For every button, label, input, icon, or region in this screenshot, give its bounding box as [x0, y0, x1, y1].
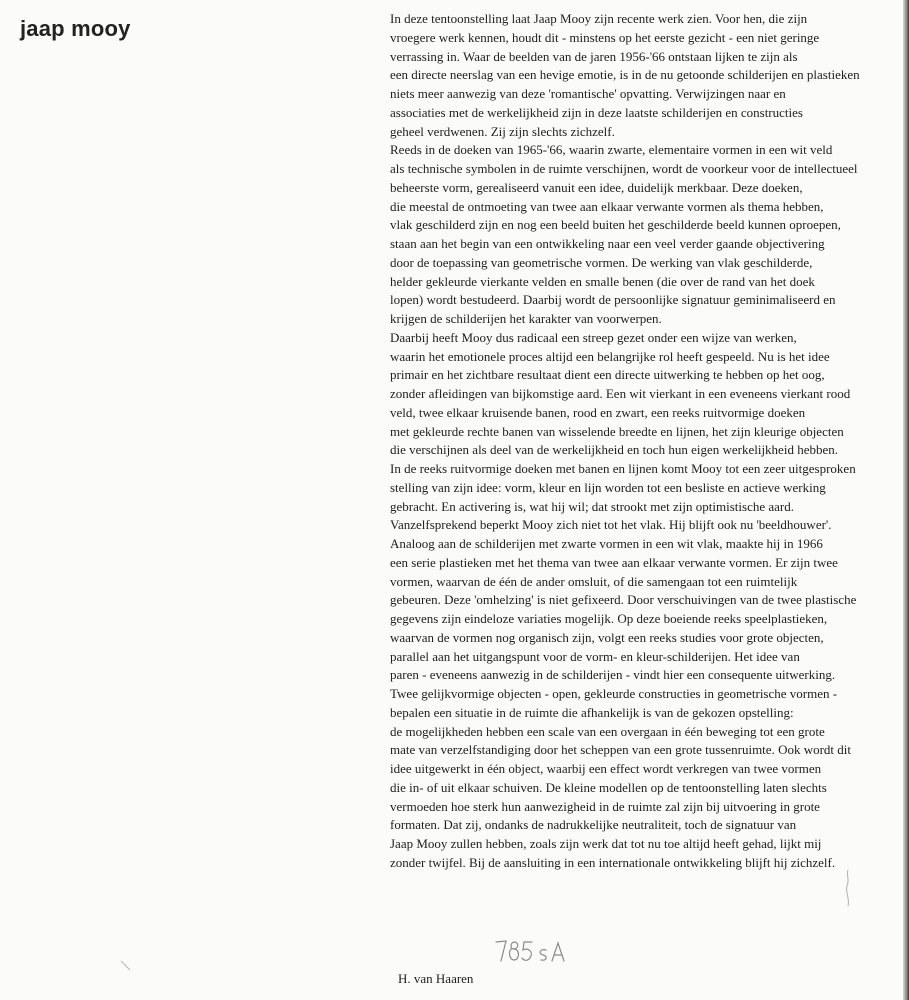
- text-line: lopen) wordt bestudeerd. Daarbij wordt de persoonlijke signatuur geminimaliseerd en: [390, 292, 836, 308]
- text-line: zonder twijfel. Bij de aansluiting in een internationale ontwikkeling blijft hij zichzelf.: [390, 854, 836, 870]
- text-line: Jaap Mooy zullen hebben, zoals zijn werk dat tot nu toe altijd heeft gehad, lijkt mij: [390, 836, 822, 851]
- text-line: veld, twee elkaar kruisende banen, rood en zwart, een reeks ruitvormige doeken: [390, 404, 806, 420]
- article-body: [390, 10, 890, 873]
- text-line: staan aan het begin van een ontwikkeling naar een veel verder gaande objectivering: [390, 236, 825, 251]
- text-line: als technische symbolen in de ruimte verschijnen, wordt de voorkeur voor de intellectueel: [390, 161, 858, 176]
- pencil-tick-mark: [118, 958, 134, 974]
- text-line: met gekleurde rechte banen van wisselende breedte en lijnen, het zijn kleurige objecten: [390, 423, 844, 439]
- text-line: gebracht. En activering is, wat hij wil; dat strookt met zijn optimistische aard.: [390, 498, 794, 514]
- text-line: geheel verdwenen. Zij zijn slechts zichzelf.: [390, 123, 615, 139]
- text-line: In deze tentoonstelling laat Jaap Mooy zijn recente werk zien. Voor hen, die zijn: [390, 11, 808, 26]
- text-line: die meestal de ontmoeting van twee aan elkaar verwante vormen als thema hebben,: [390, 198, 824, 214]
- text-line: een directe neerslag van een hevige emotie, is in de nu getoonde schilderijen en plastieken: [390, 67, 860, 83]
- pencil-mark: [838, 868, 860, 908]
- text-line: bepalen een situatie in de ruimte die afhankelijk is van de gekozen opstelling:: [390, 704, 794, 720]
- text-line: formaten. Dat zij, ondanks de nadrukkelijke neutraliteit, toch de signatuur van: [390, 817, 797, 833]
- text-line: vormen, waarvan de één de ander omsluit, of die samengaan tot een ruimtelijk: [390, 573, 798, 589]
- document-title: jaap mooy: [20, 16, 131, 41]
- text-line: gebeuren. Deze 'omhelzing' is niet gefixeerd. Door verschuivingen van de twee plastische: [390, 592, 857, 608]
- text-line: waarin het emotionele proces altijd een belangrijke rol heeft gespeeld. Nu is het idee: [390, 348, 830, 364]
- text-line: krijgen de schilderijen het karakter van voorwerpen.: [390, 311, 662, 326]
- text-line: de mogelijkheden hebben een scale van een overgaan in één beweging tot een grote: [390, 723, 825, 739]
- text-line: primair en het zichtbare resultaat dient een directe uitwerking te hebben op het oog,: [390, 367, 825, 383]
- text-line: vlak geschilderd zijn en nog een beeld buiten het geschilderde beeld kunnen oproepen,: [390, 217, 841, 233]
- text-line: vroegere werk kennen, houdt dit - minstens op het eerste gezicht - een niet geringe: [390, 29, 820, 45]
- text-line: die verschijnen als deel van de werkelijkheid en toch hun eigen werkelijkheid hebben.: [390, 442, 838, 458]
- text-line: stelling van zijn idee: vorm, kleur en lijn worden tot een besliste en actieve werking: [390, 479, 826, 495]
- text-line: parallel aan het uitgangspunt voor de vorm- en kleur-schilderijen. Het idee van: [390, 648, 800, 664]
- text-line: paren - eveneens aanwezig in de schilderijen - vindt hier een consequente uitwerking.: [390, 667, 836, 683]
- text-line: die in- of uit elkaar schuiven. De kleine modellen op de tentoonstelling laten slechts: [390, 779, 827, 795]
- text-line: Twee gelijkvormige objecten - open, gekleurde constructies in geometrische vormen -: [390, 686, 838, 701]
- author-signature: H. van Haaren: [398, 971, 474, 986]
- text-line: gegevens zijn eindeloze variaties mogelijk. Op deze boeiende reeks speelplastieken,: [390, 611, 828, 626]
- text-line: Daarbij heeft Mooy dus radicaal een streep gezet onder een wijze van werken,: [390, 329, 797, 345]
- text-line: beheerste vorm, gerealiseerd vanuit een idee, duidelijk merkbaar. Deze doeken,: [390, 179, 803, 195]
- text-line: In de reeks ruitvormige doeken met banen en lijnen komt Mooy tot een zeer uitgesproken: [390, 461, 856, 476]
- text-line: vermoeden hoe sterk hun aanwezigheid in de ruimte zal zijn bij uitvoering in grote: [390, 798, 820, 814]
- text-line: helder gekleurde vierkante velden en smalle benen (die over de rand van het doek: [390, 273, 815, 289]
- text-line: Vanzelfsprekend beperkt Mooy zich niet tot het vlak. Hij blijft ook nu 'beeldhouwer'.: [390, 517, 832, 533]
- page-edge-shadow: [903, 0, 909, 1000]
- text-line: zonder afleidingen van bijkomstige aard. Een wit vierkant in een eveneens vierkant rood: [390, 386, 851, 401]
- text-line: niets meer aanwezig van deze 'romantische' opvatting. Verwijzingen naar en: [390, 86, 786, 101]
- text-line: mate van verzelfstandiging door het scheppen van een grote tussenruimte. Ook wordt dit: [390, 742, 852, 758]
- text-line: door de toepassing van geometrische vormen. De werking van vlak geschilderde,: [390, 254, 813, 270]
- text-line: idee uitgewerkt in één object, waarbij een effect wordt verkregen van twee vormen: [390, 761, 822, 776]
- text-line: Reeds in de doeken van 1965-'66, waarin zwarte, elementaire vormen in een wit veld: [390, 142, 833, 158]
- text-line: verrassing in. Waar de beelden van de jaren 1956-'66 ontstaan lijken te zijn als: [390, 48, 798, 64]
- handwritten-pencil-note: [492, 934, 572, 966]
- text-line: waarvan de vormen nog organisch zijn, volgt een reeks studies voor grote objecten,: [390, 629, 824, 645]
- text-line: Analoog aan de schilderijen met zwarte vormen in een wit vlak, maakte hij in 1966: [390, 536, 823, 551]
- text-line: een serie plastieken met het thema van twee aan elkaar verwante vormen. Er zijn twee: [390, 554, 838, 570]
- text-line: associaties met de werkelijkheid zijn in deze laatste schilderijen en constructies: [390, 104, 803, 120]
